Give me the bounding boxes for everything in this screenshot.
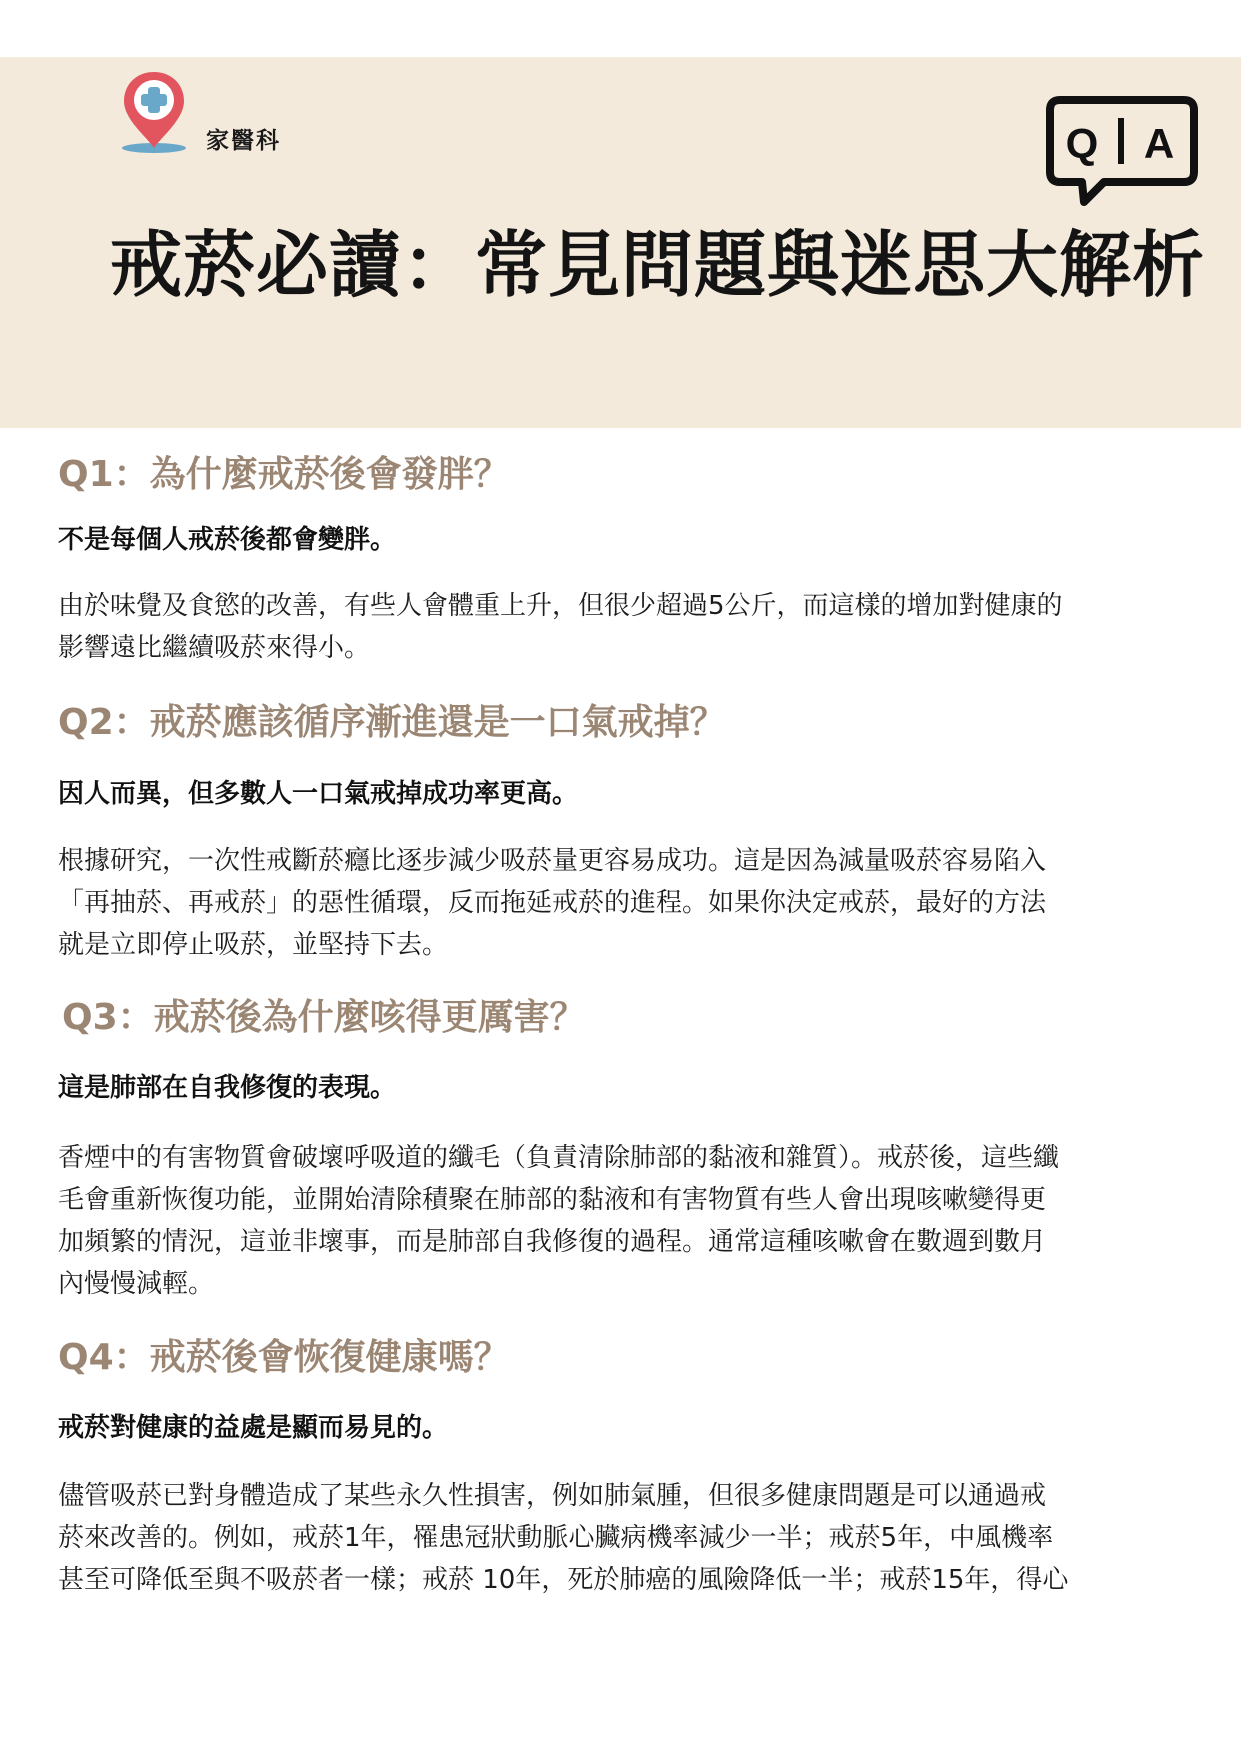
hospital-pin-icon xyxy=(118,68,190,158)
page-title: 戒菸必讀：常見問題與迷思大解析 xyxy=(110,223,1206,307)
answer-lead-2: 因人而異，但多數人一口氣戒掉成功率更高。 xyxy=(58,779,579,809)
question-4: Q4：戒菸後會恢復健康嗎？ xyxy=(58,1337,510,1378)
answer-3-line: 香煙中的有害物質會破壞呼吸道的纖毛（負責清除肺部的黏液和雜質）。戒菸後，這些纖 xyxy=(58,1143,1060,1173)
answer-4-line: 菸來改善的。例如，戒菸1年，罹患冠狀動脈心臟病機率減少一半；戒菸5年，中風機率 xyxy=(58,1523,1054,1553)
answer-body-3 xyxy=(58,1137,1188,1305)
answer-1-line: 影響遠比繼續吸菸來得小。 xyxy=(58,633,371,663)
answer-1-line: 由於味覺及食慾的改善，有些人會體重上升，但很少超過5公斤，而這樣的增加對健康的 xyxy=(58,591,1063,621)
answer-lead-3: 這是肺部在自我修復的表現。 xyxy=(58,1073,397,1103)
answer-3-line: 加頻繁的情況，這並非壞事，而是肺部自我修復的過程。通常這種咳嗽會在數週到數月 xyxy=(58,1227,1047,1257)
answer-2-line: 就是立即停止吸菸，並堅持下去。 xyxy=(58,930,449,960)
svg-text:Q: Q xyxy=(1065,120,1099,167)
question-3: Q3：戒菸後為什麼咳得更厲害？ xyxy=(62,997,586,1038)
answer-body-4 xyxy=(58,1475,1188,1601)
question-2: Q2：戒菸應該循序漸進還是一口氣戒掉？ xyxy=(58,702,726,743)
question-1: Q1：為什麼戒菸後會發胖？ xyxy=(58,454,510,495)
answer-4-line: 甚至可降低至與不吸菸者一樣；戒菸 10年，死於肺癌的風險降低一半；戒菸15年，得心 xyxy=(58,1565,1069,1595)
answer-3-line: 內慢慢減輕。 xyxy=(58,1269,215,1299)
answer-lead-4: 戒菸對健康的益處是顯而易見的。 xyxy=(58,1413,449,1443)
department-label: 家醫科 xyxy=(206,128,281,154)
answer-lead-1: 不是每個人戒菸後都會變胖。 xyxy=(58,525,397,555)
answer-2-line: 「再抽菸、再戒菸」的惡性循環，反而拖延戒菸的進程。如果你決定戒菸，最好的方法 xyxy=(58,888,1047,918)
answer-body-2 xyxy=(58,840,1188,966)
svg-text:A: A xyxy=(1143,120,1175,167)
answer-body-1 xyxy=(58,585,1188,669)
answer-3-line: 毛會重新恢復功能，並開始清除積聚在肺部的黏液和有害物質有些人會出現咳嗽變得更 xyxy=(58,1185,1047,1215)
qa-bubble-icon xyxy=(1046,96,1198,208)
answer-2-line: 根據研究，一次性戒斷菸癮比逐步減少吸菸量更容易成功。這是因為減量吸菸容易陷入 xyxy=(58,846,1047,876)
answer-4-line: 儘管吸菸已對身體造成了某些永久性損害，例如肺氣腫，但很多健康問題是可以通過戒 xyxy=(58,1481,1047,1511)
